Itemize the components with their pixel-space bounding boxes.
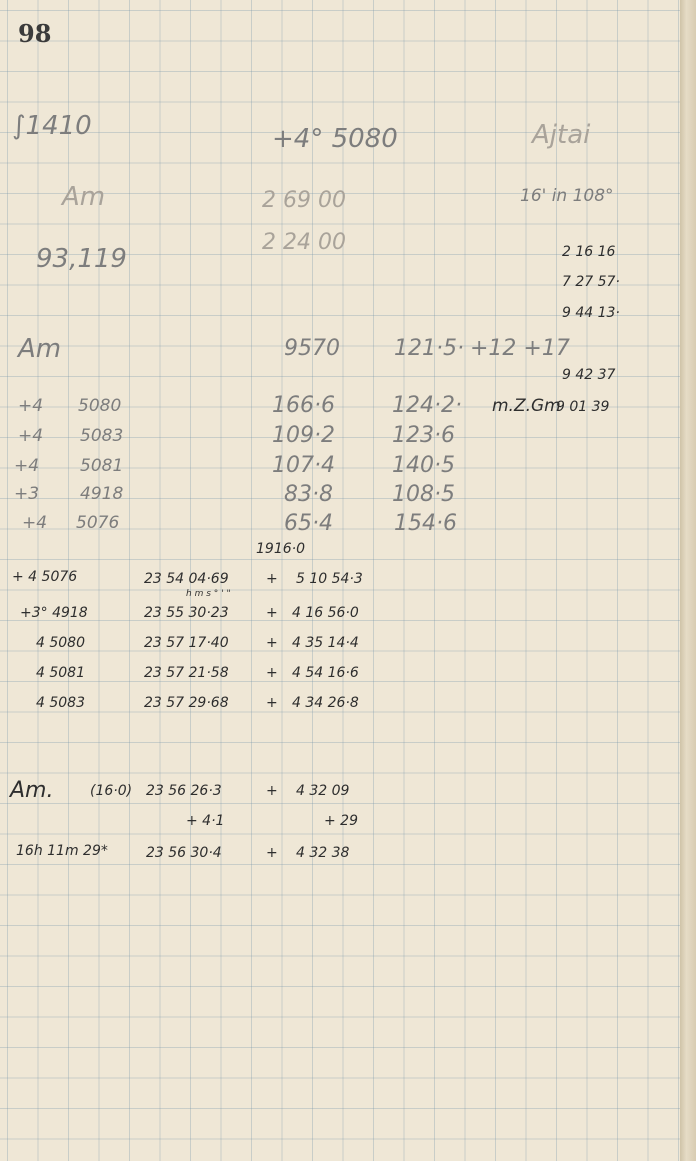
am-value-c: +12 +17 <box>470 336 570 361</box>
catalog-number: ∫1410 <box>12 111 92 141</box>
page-edge <box>680 0 696 1161</box>
obs-value-b: 154·6 <box>394 511 457 536</box>
final-sign: + <box>266 845 278 861</box>
position-sign: + <box>266 571 278 587</box>
position-sign: + <box>266 605 278 621</box>
position-ra: 23 57 21·58 <box>144 665 229 681</box>
final-ra: 23 56 30·4 <box>146 845 222 861</box>
obs-value-a: 65·4 <box>284 511 333 536</box>
faint-note: Ajtai <box>532 120 591 150</box>
position-dec: 5 10 54·3 <box>296 571 363 587</box>
right-column-value: 2 16 16 <box>562 244 616 260</box>
position-sign: + <box>266 665 278 681</box>
position-sign: + <box>266 635 278 651</box>
units-row: h m s ° ' " <box>186 589 231 599</box>
position-dec: 4 16 56·0 <box>292 605 359 621</box>
pencil-number: 93,119 <box>36 244 127 274</box>
position-dec: 4 34 26·8 <box>292 695 359 711</box>
position-sign: + <box>266 695 278 711</box>
obs-value-a: 107·4 <box>272 453 335 478</box>
obs-number: 5083 <box>80 426 124 446</box>
result-sign: + <box>266 783 278 799</box>
pencil-value-2: 2 24 00 <box>262 230 346 255</box>
result-ra-correction: + 4·1 <box>186 813 225 829</box>
obs-star: +4 <box>18 426 44 446</box>
mzgm-value: 9 01 39 <box>556 399 610 415</box>
position-ra: 23 57 29·68 <box>144 695 229 711</box>
result-ra: 23 56 26·3 <box>146 783 222 799</box>
right-top-note: 16' in 108° <box>520 186 614 206</box>
obs-number: 5080 <box>78 396 122 416</box>
am-label: Am <box>18 334 62 364</box>
obs-star: +4 <box>18 396 44 416</box>
obs-value-b: 123·6 <box>392 423 455 448</box>
obs-value-a: 166·6 <box>272 393 335 418</box>
page-number: 98 <box>18 19 52 48</box>
dm-designation: +4° 5080 <box>272 124 398 154</box>
obs-star: +4 <box>14 456 40 476</box>
position-dec: 4 54 16·6 <box>292 665 359 681</box>
result-label: Am. <box>10 778 54 803</box>
obs-number: 5081 <box>80 456 124 476</box>
right-column-value: 9 44 13· <box>562 305 620 321</box>
obs-number: 5076 <box>76 513 120 533</box>
mzgm-label: m.Z.Gm <box>492 396 561 416</box>
position-star: 4 5080 <box>36 635 85 651</box>
epoch-label: 1916·0 <box>256 541 305 557</box>
position-ra: 23 57 17·40 <box>144 635 229 651</box>
position-star: +3° 4918 <box>20 605 88 621</box>
obs-value-a: 109·2 <box>272 423 335 448</box>
obs-star: +3 <box>14 484 40 504</box>
result-dec: 4 32 09 <box>296 783 350 799</box>
obs-value-b: 124·2· <box>392 393 462 418</box>
obs-number: 4918 <box>80 484 124 504</box>
obs-value-b: 140·5 <box>392 453 455 478</box>
result-dec-correction: + 29 <box>324 813 358 829</box>
obs-value-b: 108·5 <box>392 482 455 507</box>
position-dec: 4 35 14·4 <box>292 635 359 651</box>
position-ra: 23 54 04·69 <box>144 571 229 587</box>
am-value-b: 121·5· <box>394 336 464 361</box>
position-star: + 4 5076 <box>12 569 78 585</box>
right-column-value: 7 27 57· <box>562 274 620 290</box>
pencil-value-1: 2 69 00 <box>262 188 346 213</box>
am-value-a: 9570 <box>284 336 340 361</box>
result-time: 16h 11m 29* <box>16 843 108 859</box>
position-star: 4 5083 <box>36 695 85 711</box>
position-ra: 23 55 30·23 <box>144 605 229 621</box>
am-faint-label: Am <box>62 182 106 212</box>
right-column-value: 9 42 37 <box>562 367 616 383</box>
final-dec: 4 32 38 <box>296 845 350 861</box>
result-epoch: (16·0) <box>90 783 133 799</box>
obs-value-a: 83·8 <box>284 482 333 507</box>
obs-star: +4 <box>22 513 48 533</box>
position-star: 4 5081 <box>36 665 85 681</box>
